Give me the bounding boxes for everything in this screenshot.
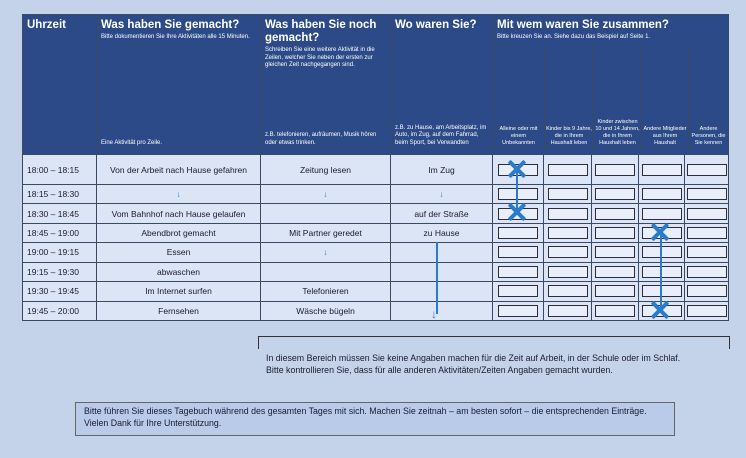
- activity-cell[interactable]: Abendbrot gemacht: [97, 223, 261, 242]
- check-cell[interactable]: [685, 204, 729, 223]
- where-example: z.B. zu Hause, am Arbeitsplatz, im Auto, im Zug, auf dem Fahrrad, beim Sport, bei Verwandten: [395, 124, 487, 146]
- time-cell: 19:15 – 19:30: [23, 262, 97, 281]
- time-title: Uhrzeit: [27, 19, 66, 31]
- with-col-kids-9: Kinder bis 9 Jahre, die in Ihrem Haushalt leben: [546, 126, 592, 146]
- checkbox[interactable]: [687, 208, 727, 220]
- check-cell[interactable]: [639, 184, 685, 203]
- check-cell[interactable]: [544, 282, 592, 301]
- check-cell[interactable]: [544, 262, 592, 281]
- checkbox[interactable]: [498, 246, 538, 258]
- where-title: Wo waren Sie?: [395, 19, 477, 31]
- time-cell: 18:15 – 18:30: [23, 184, 97, 203]
- where-cell[interactable]: Im Zug: [391, 155, 493, 185]
- checkbox[interactable]: [595, 285, 635, 297]
- where-cell[interactable]: [391, 301, 493, 321]
- time-cell: 18:45 – 19:00: [23, 223, 97, 242]
- check-cell[interactable]: [685, 155, 729, 185]
- table-row: [23, 223, 729, 242]
- time-cell: 19:00 – 19:15: [23, 243, 97, 262]
- table-row: [23, 155, 729, 185]
- checkbox[interactable]: [548, 266, 588, 278]
- check-cell[interactable]: [592, 282, 639, 301]
- activity-cell[interactable]: Fernsehen: [97, 301, 261, 321]
- check-cell[interactable]: [592, 223, 639, 242]
- checkbox[interactable]: [595, 188, 635, 200]
- checkbox[interactable]: [498, 266, 538, 278]
- other-title: Was haben Sie noch gemacht?: [265, 19, 377, 44]
- check-cell[interactable]: [685, 262, 729, 281]
- where-continuation-arrow-icon: ↓: [431, 307, 437, 321]
- header-other: [261, 15, 391, 155]
- check-cell[interactable]: [592, 184, 639, 203]
- activity-cell[interactable]: Von der Arbeit nach Hause gefahren: [97, 155, 261, 185]
- checkbox[interactable]: [498, 305, 538, 317]
- header-time: [23, 15, 97, 155]
- check-cell[interactable]: [493, 243, 544, 262]
- time-cell: 18:30 – 18:45: [23, 204, 97, 223]
- checkbox[interactable]: [548, 305, 588, 317]
- check-cell[interactable]: [544, 223, 592, 242]
- check-cell[interactable]: [544, 155, 592, 185]
- footer-notice: Bitte führen Sie dieses Tagebuch während des gesamten Tages mit sich. Machen Sie zeitnah – am besten sofort – die entsprechenden Einträge. Vielen Dank für Ihre Unterstützung.: [75, 402, 675, 436]
- table-row: [23, 243, 729, 262]
- checkbox[interactable]: [687, 285, 727, 297]
- checkbox[interactable]: [642, 188, 682, 200]
- checkbox[interactable]: [642, 164, 682, 176]
- checkbox[interactable]: [687, 227, 727, 239]
- diary-table: [22, 14, 729, 321]
- cross-mark-icon: [649, 221, 671, 243]
- check-cell[interactable]: [544, 204, 592, 223]
- instruction-note: In diesem Bereich müssen Sie keine Angaben machen für die Zeit auf Arbeit, in der Schule oder im Schlaf. Bitte kontrollieren Sie, dass für alle anderen Aktivitäten/Zeiten Angaben gemacht wurden.: [266, 353, 681, 375]
- check-cell[interactable]: [685, 301, 729, 321]
- check-cell[interactable]: [685, 184, 729, 203]
- activity-cell[interactable]: abwaschen: [97, 262, 261, 281]
- time-cell: 18:00 – 18:15: [23, 155, 97, 185]
- check-cell[interactable]: [544, 184, 592, 203]
- checkbox[interactable]: [595, 266, 635, 278]
- checkbox[interactable]: [548, 208, 588, 220]
- note-bracket: [258, 336, 730, 349]
- check-cell[interactable]: [685, 243, 729, 262]
- header-row: [23, 15, 729, 155]
- other-cell[interactable]: Wäsche bügeln: [261, 301, 391, 321]
- other-example: z.B. telefonieren, aufräumen, Musik hören oder etwas trinken.: [265, 132, 377, 146]
- where-cell[interactable]: [391, 262, 493, 281]
- checkbox[interactable]: [548, 227, 588, 239]
- with-title: Mit wem waren Sie zusammen?: [497, 19, 669, 31]
- activity-desc: Bitte dokumentieren Sie Ihre Aktivitäten alle 15 Minuten.: [101, 34, 250, 40]
- down-arrow-icon[interactable]: ↓: [261, 184, 391, 203]
- table-row: [23, 204, 729, 223]
- check-cell[interactable]: [544, 301, 592, 321]
- check-cell[interactable]: [493, 301, 544, 321]
- checkbox[interactable]: [595, 305, 635, 317]
- down-arrow-icon[interactable]: ↓: [261, 243, 391, 262]
- other-cell[interactable]: [261, 262, 391, 281]
- checkbox[interactable]: [498, 227, 538, 239]
- checkbox[interactable]: [595, 208, 635, 220]
- checkbox[interactable]: [548, 246, 588, 258]
- activity-cell[interactable]: Im Internet surfen: [97, 282, 261, 301]
- table-row: [23, 282, 729, 301]
- checkbox[interactable]: [642, 208, 682, 220]
- table-row: [23, 184, 729, 203]
- check-cell[interactable]: [592, 155, 639, 185]
- check-cell[interactable]: [685, 223, 729, 242]
- where-cell[interactable]: auf der Straße: [391, 204, 493, 223]
- checkbox[interactable]: [687, 188, 727, 200]
- other-cell[interactable]: [261, 204, 391, 223]
- cross-mark-icon: [649, 299, 671, 321]
- activity-cell[interactable]: Vom Bahnhof nach Hause gelaufen: [97, 204, 261, 223]
- with-col-kids-10-14: Kinder zwischen 10 und 14 Jahren, die in Ihrem Haushalt leben: [595, 119, 640, 146]
- checkbox[interactable]: [595, 246, 635, 258]
- checkbox[interactable]: [687, 246, 727, 258]
- header-activity: [97, 15, 261, 155]
- where-cell[interactable]: [391, 243, 493, 262]
- check-cell[interactable]: [493, 282, 544, 301]
- checkbox[interactable]: [595, 164, 635, 176]
- time-cell: 19:45 – 20:00: [23, 301, 97, 321]
- checkbox[interactable]: [687, 305, 727, 317]
- down-arrow-icon[interactable]: ↓: [391, 184, 493, 203]
- check-cell[interactable]: [592, 243, 639, 262]
- check-cell[interactable]: [592, 262, 639, 281]
- other-cell[interactable]: Zeitung lesen: [261, 155, 391, 185]
- check-cell[interactable]: [493, 223, 544, 242]
- other-desc: Schreiben Sie eine weitere Aktivität in die Zeilen, welcher Sie neben der ersten zur gleichen Zeit nachgegangen sind.: [265, 47, 375, 68]
- header-where: [391, 15, 493, 155]
- check-cell[interactable]: [592, 204, 639, 223]
- checkbox[interactable]: [548, 188, 588, 200]
- checkbox[interactable]: [498, 188, 538, 200]
- time-cell: 19:30 – 19:45: [23, 282, 97, 301]
- other-cell[interactable]: Telefonieren: [261, 282, 391, 301]
- check-cell[interactable]: [592, 301, 639, 321]
- checkbox[interactable]: [595, 227, 635, 239]
- with-desc: Bitte kreuzen Sie an. Siehe dazu das Beispiel auf Seite 1.: [497, 34, 651, 40]
- with-col-household: Andere Mitglieder aus Ihrem Haushalt: [643, 126, 687, 146]
- checkbox[interactable]: [498, 285, 538, 297]
- table-row: [23, 262, 729, 281]
- cross-mark-icon: [506, 158, 528, 180]
- checkbox[interactable]: [687, 164, 727, 176]
- cross-mark-icon: [506, 201, 528, 223]
- with-col-alone: Alleine oder mit einem Unbekannten: [499, 126, 538, 146]
- checkbox[interactable]: [548, 285, 588, 297]
- other-cell[interactable]: Mit Partner geredet: [261, 223, 391, 242]
- where-continuation-line: [436, 242, 438, 314]
- checkbox[interactable]: [548, 164, 588, 176]
- where-cell[interactable]: [391, 282, 493, 301]
- activity-cell[interactable]: Essen: [97, 243, 261, 262]
- activity-title: Was haben Sie gemacht?: [101, 19, 240, 31]
- check-cell[interactable]: [493, 262, 544, 281]
- table-row: [23, 301, 729, 321]
- check-cell[interactable]: [544, 243, 592, 262]
- down-arrow-icon[interactable]: ↓: [97, 184, 261, 203]
- where-cell[interactable]: zu Hause: [391, 223, 493, 242]
- activity-example: Eine Aktivität pro Zeile.: [101, 139, 163, 146]
- checkbox[interactable]: [687, 266, 727, 278]
- with-col-others: Andere Personen, die Sie kennen: [691, 126, 726, 146]
- check-cell[interactable]: [685, 282, 729, 301]
- header-with: [493, 15, 729, 155]
- check-cell[interactable]: [639, 155, 685, 185]
